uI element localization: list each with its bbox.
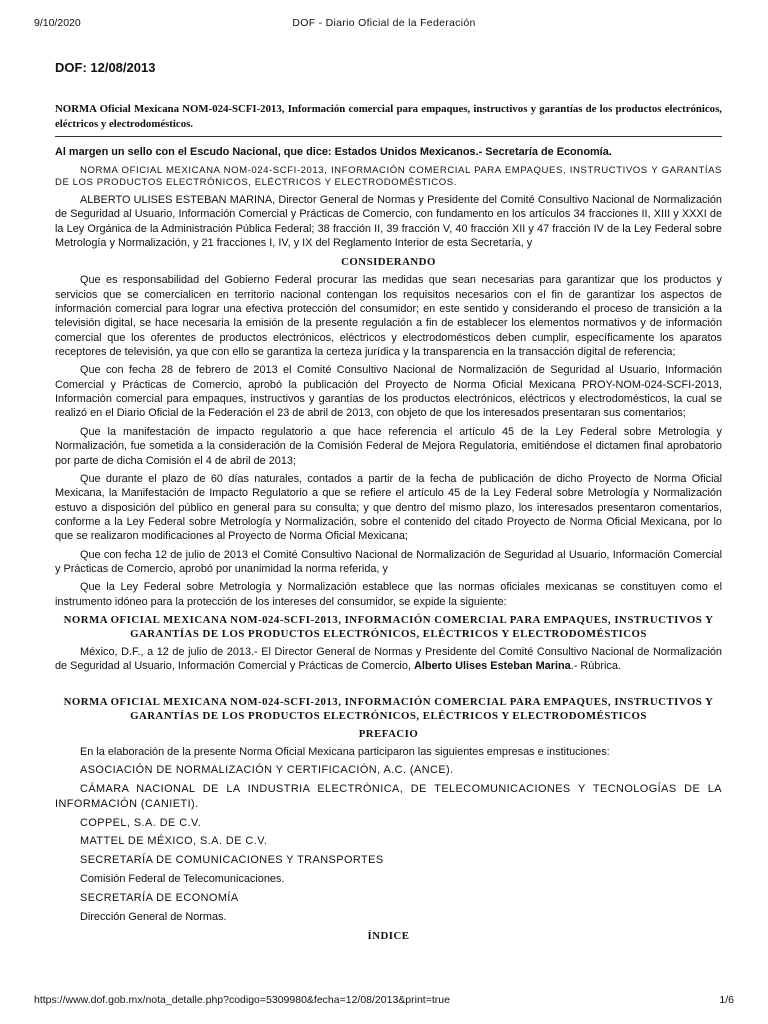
considerando-paragraph: Que con fecha 28 de febrero de 2013 el Comité Consultivo Nacional de Normalización de Seguridad al Usuario, Información Comercial y Prácticas de Comercio, aprobó la publicación del Proyecto de Norma Oficial Mexicana PROY-NOM-024-SCFI-2013, Información comercial para empaques, instructivos y garantías de los productos electrónicos, eléctricos y electrodomésticos, la cual se realizó en el Diario Oficial de la Federación el 23 de abril de 2013, con objeto de que los interesados presentaran sus comentarios; [55, 364, 722, 420]
considerando-heading: CONSIDERANDO [341, 256, 436, 269]
participant-item: COPPEL, S.A. DE C.V. [80, 816, 202, 829]
considerando-paragraph: Que con fecha 12 de julio de 2013 el Comité Consultivo Nacional de Normalización de Seguridad al Usuario, Información Comercial y Prácticas de Comercio, aprobó por unanimidad la norma referida, y [55, 548, 722, 575]
participant-item: CÁMARA NACIONAL DE LA INDUSTRIA ELECTRÓNICA, DE TELECOMUNICACIONES Y TECNOLOGÍAS DE LA INFORMACIÓN (CANIETI). [55, 783, 722, 810]
norma-heading-repeat: NORMA OFICIAL MEXICANA NOM-024-SCFI-2013, INFORMACIÓN COMERCIAL PARA EMPAQUES, INSTRUCTIVOS Y GARANTÍAS DE LOS PRODUCTOS ELECTRÓNICOS, ELÉCTRICOS Y ELECTRODOMÉSTICOS [63, 695, 714, 722]
page-url: https://www.dof.gob.mx/nota_detalle.php?codigo=5309980&fecha=12/08/2013&print=true [34, 994, 450, 1006]
page-number: 1/6 [719, 994, 734, 1006]
indice-heading: ÍNDICE [367, 929, 410, 942]
print-title: DOF - Diario Oficial de la Federación [292, 17, 476, 29]
print-date: 9/10/2020 [34, 17, 81, 29]
considerando-paragraph: Que durante el plazo de 60 días naturales, contados a partir de la fecha de publicación de dicho Proyecto de Norma Oficial Mexicana, la Manifestación de Impacto Regulatorio a que se refiere el artículo 45 de la Ley Federal sobre Metrología y Normalización estuvo a disposición del público en general para su consulta; y que dentro del mismo plazo, los interesados presentaron comentarios, conforme a la Ley Federal sobre Metrología y Normalización, sobre el contenido del citado Proyecto de Norma Oficial Mexicana, por lo que se realizaron modificaciones al Proyecto de Norma Oficial Mexicana; [55, 472, 722, 543]
norma-heading: NORMA OFICIAL MEXICANA NOM-024-SCFI-2013, INFORMACIÓN COMERCIAL PARA EMPAQUES, INSTRUCTIVOS Y GARANTÍAS DE LOS PRODUCTOS ELECTRÓNICOS, ELÉCTRICOS Y ELECTRODOMÉSTICOS [63, 613, 714, 640]
intro-paragraph: ALBERTO ULISES ESTEBAN MARINA, Director General de Normas y Presidente del Comité Consultivo Nacional de Normalización de Seguridad al Usuario, Información Comercial y Prácticas de Comercio, con fundamento en los artículos 34 fracciones II, XIII y XXXI de la Ley Orgánica de la Administración Pública Federal; 38 fracción II, 39 fracción V, 40 fracción XII y 47 fracción IV de la Ley Federal sobre Metrología y Normalización, y 21 fracciones I, IV, y IX del Reglamento Interior de esta Secretaría, y [55, 194, 722, 250]
participant-item: Comisión Federal de Telecomunicaciones. [80, 873, 285, 886]
considerando-paragraph: Que es responsabilidad del Gobierno Federal procurar las medidas que sean necesarias para garantizar que los productos y servicios que se comercialicen en territorio nacional contengan los requisitos necesarios con el fin de garantizar los aspectos de información comercial para lograr una efectiva protección del consumidor; en este sentido y considerando el proceso de transición a la televisión digital, se hace necesaria la emisión de la presente regulación a fin de establecer los elementos normativos y de información comercial que los oferentes de productos electrónicos, eléctricos y electrodomésticos deben cumplir, específicamente los aparatos receptores de televisión, ya que con ello se garantiza la certeza jurídica y la transparencia en la transacción digital de referencia; [55, 274, 722, 359]
prefacio-intro: En la elaboración de la presente Norma Oficial Mexicana participaron las siguientes empresas e instituciones: [80, 745, 610, 758]
considerando-paragraph: Que la Ley Federal sobre Metrología y Normalización establece que las normas oficiales mexicanas se constituyen como el instrumento idóneo para la protección de los intereses del consumidor, se expide la siguiente: [55, 581, 722, 608]
firma-paragraph [55, 645, 722, 674]
participant-item: SECRETARÍA DE ECONOMÍA [80, 891, 239, 904]
firma-end: .- Rúbrica. [570, 660, 621, 673]
participant-item: SECRETARÍA DE COMUNICACIONES Y TRANSPORTES [80, 854, 384, 867]
norma-title: NORMA Oficial Mexicana NOM-024-SCFI-2013, Información comercial para empaques, instructivos y garantías de los productos electrónicos, eléctricos y electrodomésticos. [55, 102, 722, 137]
considerando-paragraph: Que la manifestación de impacto regulatorio a que hace referencia el artículo 45 de la Ley Federal sobre Metrología y Normalización, fue sometida a la consideración de la Comisión Federal de Mejora Regulatoria, emitiéndose el dictamen final aprobatorio por parte de dicha Comisión el 4 de abril de 2013; [55, 425, 722, 467]
participant-item: MATTEL DE MÉXICO, S.A. DE C.V. [80, 835, 268, 848]
participant-item: Dirección General de Normas. [80, 910, 227, 923]
firma-text: México, D.F., a 12 de julio de 2013.- El Director General de Normas y Presidente del Comité Consultivo Nacional de Normalización de Seguridad al Usuario, Información Comercial y Prácticas de Comercio, [55, 645, 722, 673]
sello-line: Al margen un sello con el Escudo Nacional, que dice: Estados Unidos Mexicanos.- Secretaría de Economía. [55, 146, 612, 158]
dof-date: DOF: 12/08/2013 [55, 60, 156, 75]
document-body [55, 60, 722, 947]
firma-name: Alberto Ulises Esteban Marina [413, 660, 571, 673]
participant-item: ASOCIACIÓN DE NORMALIZACIÓN Y CERTIFICACIÓN, A.C. (ANCE). [80, 764, 454, 777]
prefacio-heading: PREFACIO [358, 727, 419, 740]
caps-title: NORMA OFICIAL MEXICANA NOM-024-SCFI-2013, INFORMACIÓN COMERCIAL PARA EMPAQUES, INSTRUCTIVOS Y GARANTÍAS DE LOS PRODUCTOS ELECTRÓNICOS, ELÉCTRICOS Y ELECTRODOMÉSTICOS. [55, 165, 722, 188]
print-header [0, 0, 768, 40]
